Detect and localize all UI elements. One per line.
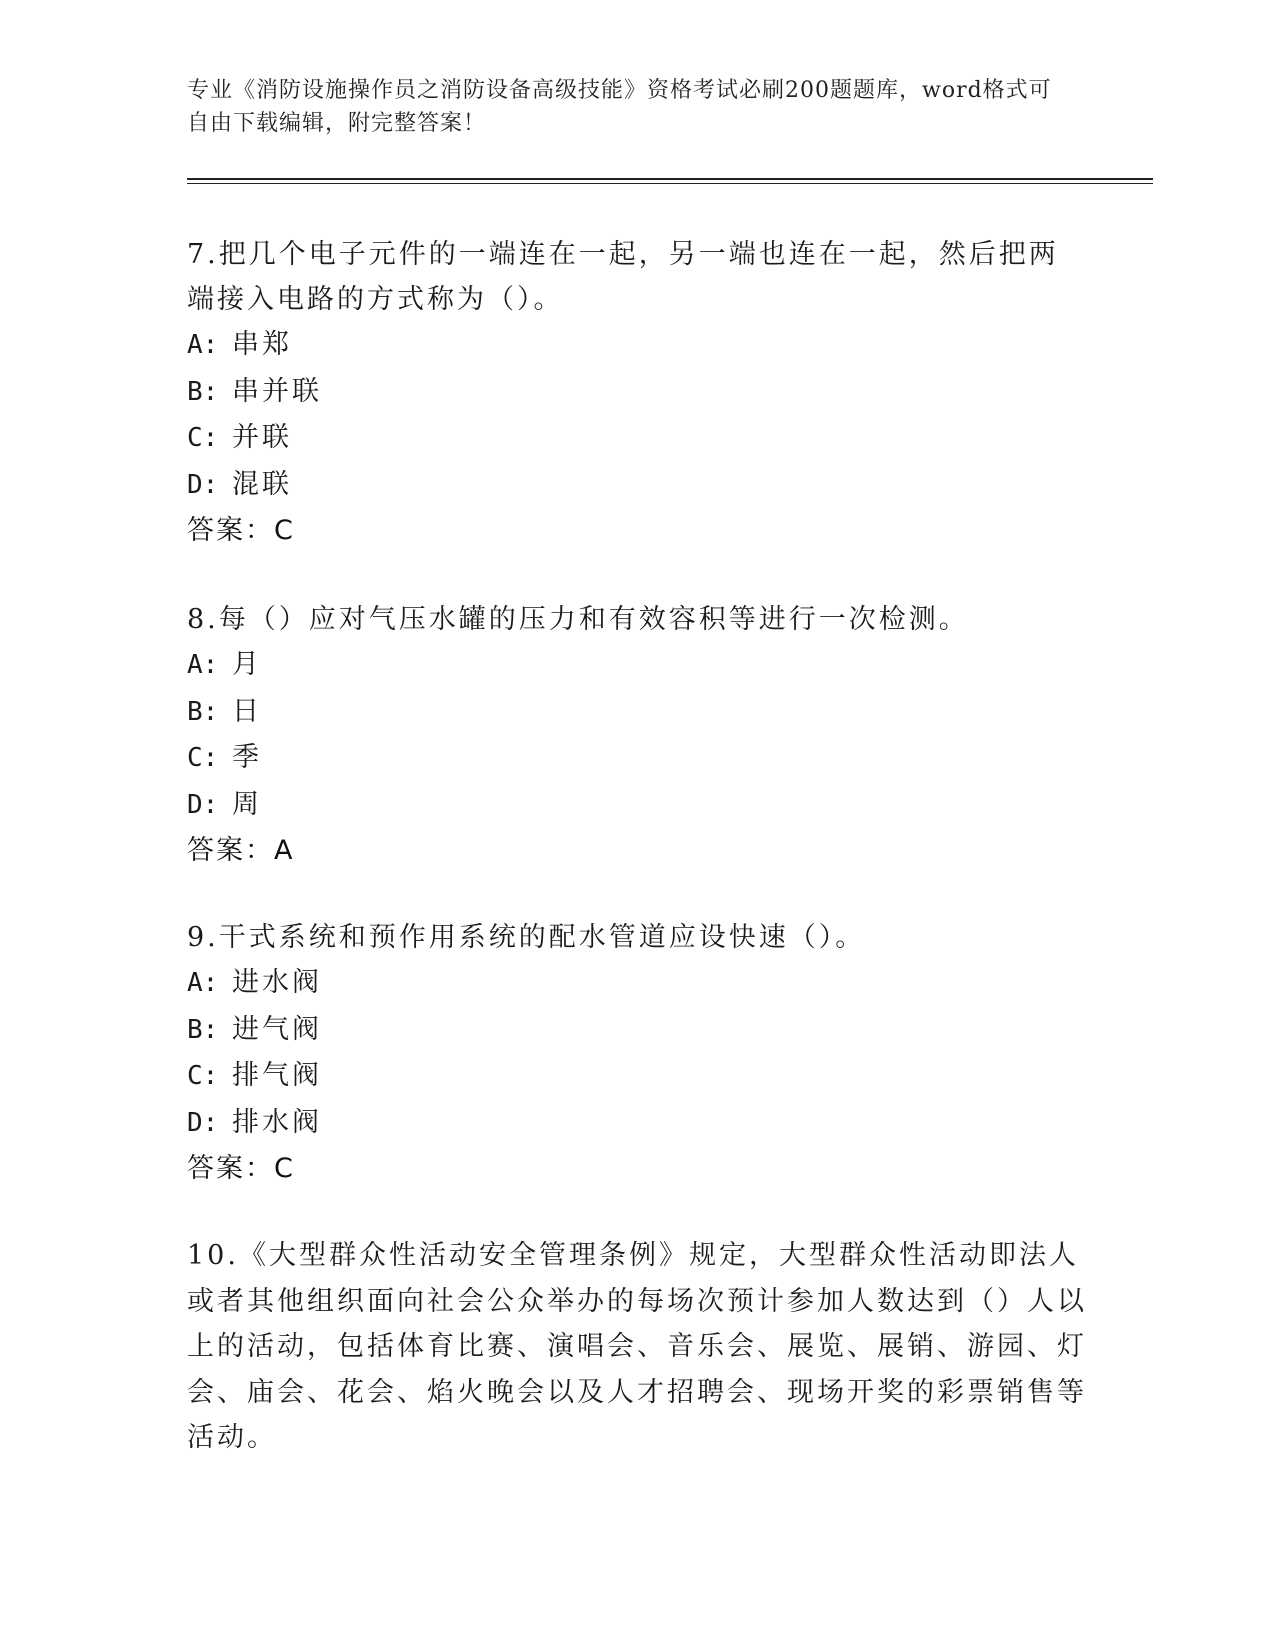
answer-line: 答案：C bbox=[187, 1153, 295, 1184]
option-text: 排气阀 bbox=[232, 1060, 322, 1091]
option-key: D: bbox=[187, 469, 219, 500]
option-a bbox=[187, 960, 1087, 1007]
option-d bbox=[187, 1100, 1087, 1147]
option-text: 月 bbox=[232, 649, 262, 680]
option-key: D: bbox=[187, 1107, 219, 1138]
option-text: 日 bbox=[232, 695, 262, 727]
option-b bbox=[187, 369, 1087, 416]
option-text: 并联 bbox=[232, 422, 292, 453]
option-c bbox=[187, 735, 1087, 782]
option-text: 混联 bbox=[232, 468, 292, 500]
option-c bbox=[187, 415, 1087, 462]
option-key: B: bbox=[187, 696, 219, 727]
header-divider bbox=[187, 178, 1153, 180]
option-key: B: bbox=[187, 1014, 219, 1045]
option-key: C: bbox=[187, 1061, 219, 1091]
question-stem: 10.《大型群众性活动安全管理条例》规定，大型群众性活动即法人或者其他组织面向社会公众举办的每场次预计参加人数达到（）人以上的活动，包括体育比赛、演唱会、音乐会、展览、展销、游园、灯会、庙会、花会、焰火晚会以及人才招聘会、现场开奖的彩票销售等活动。 bbox=[187, 1240, 1087, 1453]
question-9 bbox=[187, 915, 1087, 1191]
option-text: 排水阀 bbox=[232, 1106, 322, 1138]
option-key: A: bbox=[187, 650, 219, 680]
option-a bbox=[187, 642, 1087, 689]
question-7 bbox=[187, 232, 1087, 553]
option-b bbox=[187, 1007, 1087, 1054]
option-text: 季 bbox=[232, 742, 262, 773]
question-stem: 7.把几个电子元件的一端连在一起，另一端也连在一起，然后把两端接入电路的方式称为（）。 bbox=[187, 239, 1059, 315]
option-a bbox=[187, 322, 1087, 369]
option-d bbox=[187, 782, 1087, 829]
answer-line: 答案：C bbox=[187, 515, 295, 546]
question-stem: 8.每（）应对气压水罐的压力和有效容积等进行一次检测。 bbox=[187, 604, 969, 635]
question-stem: 9.干式系统和预作用系统的配水管道应设快速（）。 bbox=[187, 922, 866, 953]
option-c bbox=[187, 1053, 1087, 1100]
header-divider-thin bbox=[187, 183, 1153, 184]
option-key: C: bbox=[187, 743, 219, 773]
option-d bbox=[187, 462, 1087, 509]
option-text: 串郑 bbox=[232, 329, 292, 360]
option-text: 周 bbox=[232, 788, 262, 820]
option-text: 进气阀 bbox=[232, 1013, 322, 1045]
option-key: B: bbox=[187, 376, 219, 407]
option-text: 串并联 bbox=[232, 375, 322, 407]
option-key: A: bbox=[187, 968, 219, 998]
option-key: C: bbox=[187, 423, 219, 453]
question-10 bbox=[187, 1233, 1087, 1461]
document-header: 专业《消防设施操作员之消防设备高级技能》资格考试必刷200题题库，word格式可自由下载编辑，附完整答案！ bbox=[187, 78, 1052, 136]
option-key: A: bbox=[187, 330, 219, 360]
option-text: 进水阀 bbox=[232, 967, 322, 998]
option-b bbox=[187, 689, 1087, 736]
answer-line: 答案：A bbox=[187, 835, 295, 866]
option-key: D: bbox=[187, 789, 219, 820]
question-8 bbox=[187, 597, 1087, 873]
